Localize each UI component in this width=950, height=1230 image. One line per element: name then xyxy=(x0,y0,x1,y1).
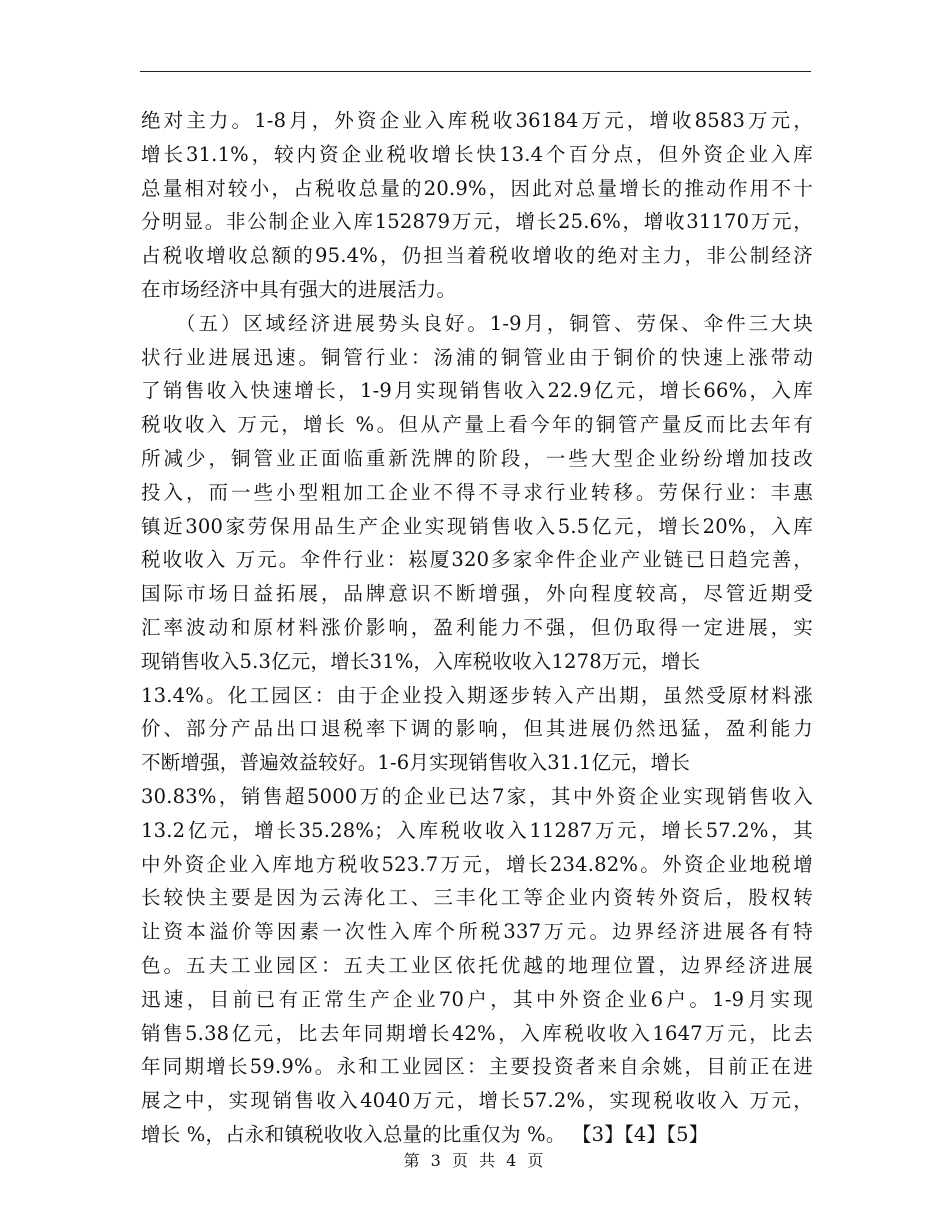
text-line: 税收收入 万元。伞件行业：崧厦320多家伞件企业产业链已日趋完善， xyxy=(141,548,813,572)
text-line: 迅速，目前已有正常生产企业70户，其中外资企业6户。1-9月实现 xyxy=(141,987,813,1011)
text-line: 在市场经济中具有强大的进展活力。 xyxy=(141,277,457,301)
text-line: 13.2亿元，增长35.28%；入库税收收入11287万元，增长57.2%，其 xyxy=(141,818,813,842)
text-line: 国际市场日益拓展，品牌意识不断增强，外向程度较高，尽管近期受 xyxy=(141,582,813,606)
text-line: 年同期增长59.9%。永和工业园区：主要投资者来自余姚，目前正在进 xyxy=(141,1055,813,1079)
text-line: 色。五夫工业园区：五夫工业区依托优越的地理位置，边界经济进展 xyxy=(141,953,813,977)
text-line: 13.4%。化工园区：由于企业投入期逐步转入产出期，虽然受原材料涨 xyxy=(141,683,813,707)
body-text xyxy=(141,104,813,1152)
text-line: 绝对主力。1-8月，外资企业入库税收36184万元，增收8583万元， xyxy=(141,109,813,132)
text-line: （五）区域经济进展势头良好。1-9月，铜管、劳保、伞件三大块 xyxy=(141,311,813,335)
text-line: 中外资企业入库地方税收523.7万元，增长234.82%。外资企业地税增 xyxy=(141,852,813,876)
text-line: 增长31.1%，较内资企业税收增长快13.4个百分点，但外资企业入库 xyxy=(141,142,813,166)
text-line: 了销售收入快速增长，1-9月实现销售收入22.9亿元，增长66%，入库 xyxy=(141,379,813,403)
page-number-footer: 第 3 页 共 4 页 xyxy=(403,1151,547,1170)
text-line: 投入，而一些小型粗加工企业不得不寻求行业转移。劳保行业：丰惠 xyxy=(141,480,813,504)
text-line: 占税收增收总额的95.4%，仍担当着税收增收的绝对主力，非公制经济 xyxy=(141,244,813,268)
text-line: 让资本溢价等因素一次性入库个所税337万元。边界经济进展各有特 xyxy=(141,920,813,944)
text-line: 30.83%，销售超5000万的企业已达7家，其中外资企业实现销售收入 xyxy=(141,784,813,808)
header-rule xyxy=(140,71,811,72)
text-line: 税收收入 万元，增长 %。但从产量上看今年的铜管产量反而比去年有 xyxy=(141,413,813,437)
text-line: 镇近300家劳保用品生产企业实现销售收入5.5亿元，增长20%，入库 xyxy=(141,514,813,538)
text-line: 长较快主要是因为云涛化工、三丰化工等企业内资转外资后，股权转 xyxy=(141,886,813,910)
text-line: 总量相对较小，占税收总量的20.9%，因此对总量增长的推动作用不十 xyxy=(141,176,813,200)
text-line: 增长 %，占永和镇税收收入总量的比重仅为 %。 【3】【4】【5】 xyxy=(141,1122,709,1146)
text-line: 汇率波动和原材料涨价影响，盈利能力不强，但仍取得一定进展，实 xyxy=(141,615,813,639)
text-line: 所减少，铜管业正面临重新洗牌的阶段，一些大型企业纷纷增加技改 xyxy=(141,446,813,470)
text-line: 不断增强，普遍效益较好。1-6月实现销售收入31.1亿元，增长 xyxy=(141,751,691,775)
text-line: 价、部分产品出口退税率下调的影响，但其进展仍然迅猛，盈利能力 xyxy=(141,717,813,741)
text-line: 分明显。非公制企业入库152879万元，增长25.6%，增收31170万元， xyxy=(141,210,813,234)
text-line: 现销售收入5.3亿元，增长31%，入库税收收入1278万元，增长 xyxy=(141,649,701,673)
text-line: 销售5.38亿元，比去年同期增长42%，入库税收收入1647万元，比去 xyxy=(141,1021,813,1045)
text-line: 展之中，实现销售收入4040万元，增长57.2%，实现税收收入 万元， xyxy=(141,1089,813,1113)
text-line: 状行业进展迅速。铜管行业：汤浦的铜管业由于铜价的快速上涨带动 xyxy=(141,345,813,369)
